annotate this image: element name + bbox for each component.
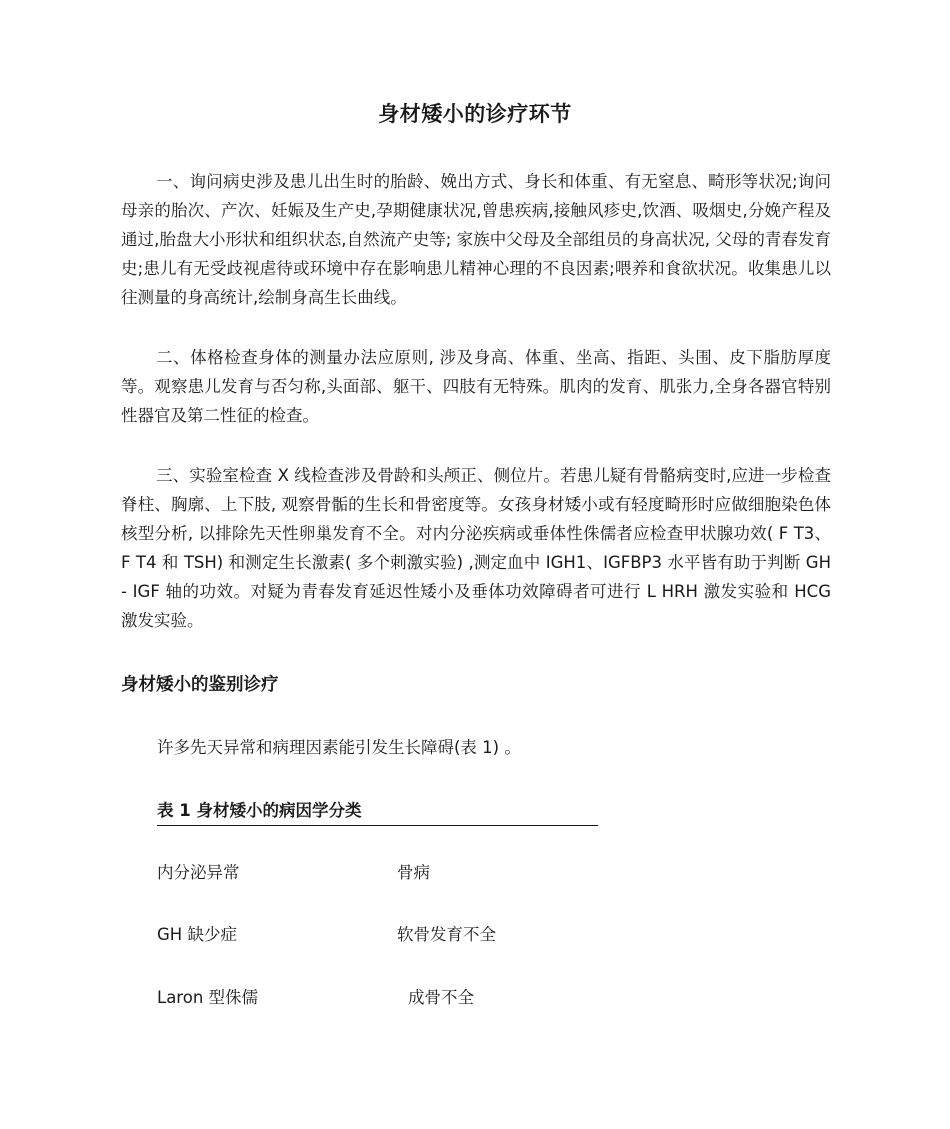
paragraph-physical-exam: 二、体格检查身体的测量办法应原则, 涉及身高、体重、坐高、指距、头围、皮下脂肪厚度等。观察患儿发育与否匀称,头面部、躯干、四肢有无特殊。肌肉的发育、肌张力,全身各器官特别性器官及第二性征的检查。	[121, 348, 831, 425]
table-cell: GH 缺少症	[157, 925, 237, 944]
section-heading: 身材矮小的鉴别诊疗	[121, 675, 279, 695]
intro-text: 许多先天异常和病理因素能引发生长障碍(表 1) 。	[157, 738, 521, 757]
table-cell: 成骨不全	[408, 988, 474, 1007]
paragraph-lab-tests: 三、实验室检查 X 线检查涉及骨龄和头颅正、侧位片。若患儿疑有骨骼病变时,应进一步检查脊柱、胸廓、上下肢, 观察骨骺的生长和骨密度等。女孩身材矮小或有轻度畸形时应做细胞染色体核型分析, 以排除先天性卵巢发育不全。对内分泌疾病或垂体性侏儒者应检查甲状腺功效( F T3、F T4 和 TSH) 和测定生长激素( 多个刺激实验) ,测定血中 IGH1、IGFBP3 水平皆有助于判断 GH - IGF 轴的功效。对疑为青春发育延迟性矮小及垂体功效障碍者可进行 L HRH 激发实验和 HCG 激发实验。	[121, 466, 831, 630]
table-cell: Laron 型侏儒	[157, 988, 259, 1007]
page-title: 身材矮小的诊疗环节	[378, 102, 572, 126]
table-cell: 软骨发育不全	[397, 925, 496, 944]
table-cell: 骨病	[397, 863, 430, 882]
table-cell: 内分泌异常	[157, 863, 240, 882]
table-caption: 表 1 身材矮小的病因学分类	[157, 796, 598, 826]
paragraph-medical-history: 一、询问病史涉及患儿出生时的胎龄、娩出方式、身长和体重、有无窒息、畸形等状况;询问母亲的胎次、产次、妊娠及生产史,孕期健康状况,曾患疾病,接触风疹史,饮酒、吸烟史,分娩产程及通过,胎盘大小形状和组织状态,自然流产史等; 家族中父母及全部组员的身高状况, 父母的青春发育史;患儿有无受歧视虐待或环境中存在影响患儿精神心理的不良因素;喂养和食欲状况。收集患儿以往测量的身高统计,绘制身高生长曲线。	[121, 172, 831, 307]
